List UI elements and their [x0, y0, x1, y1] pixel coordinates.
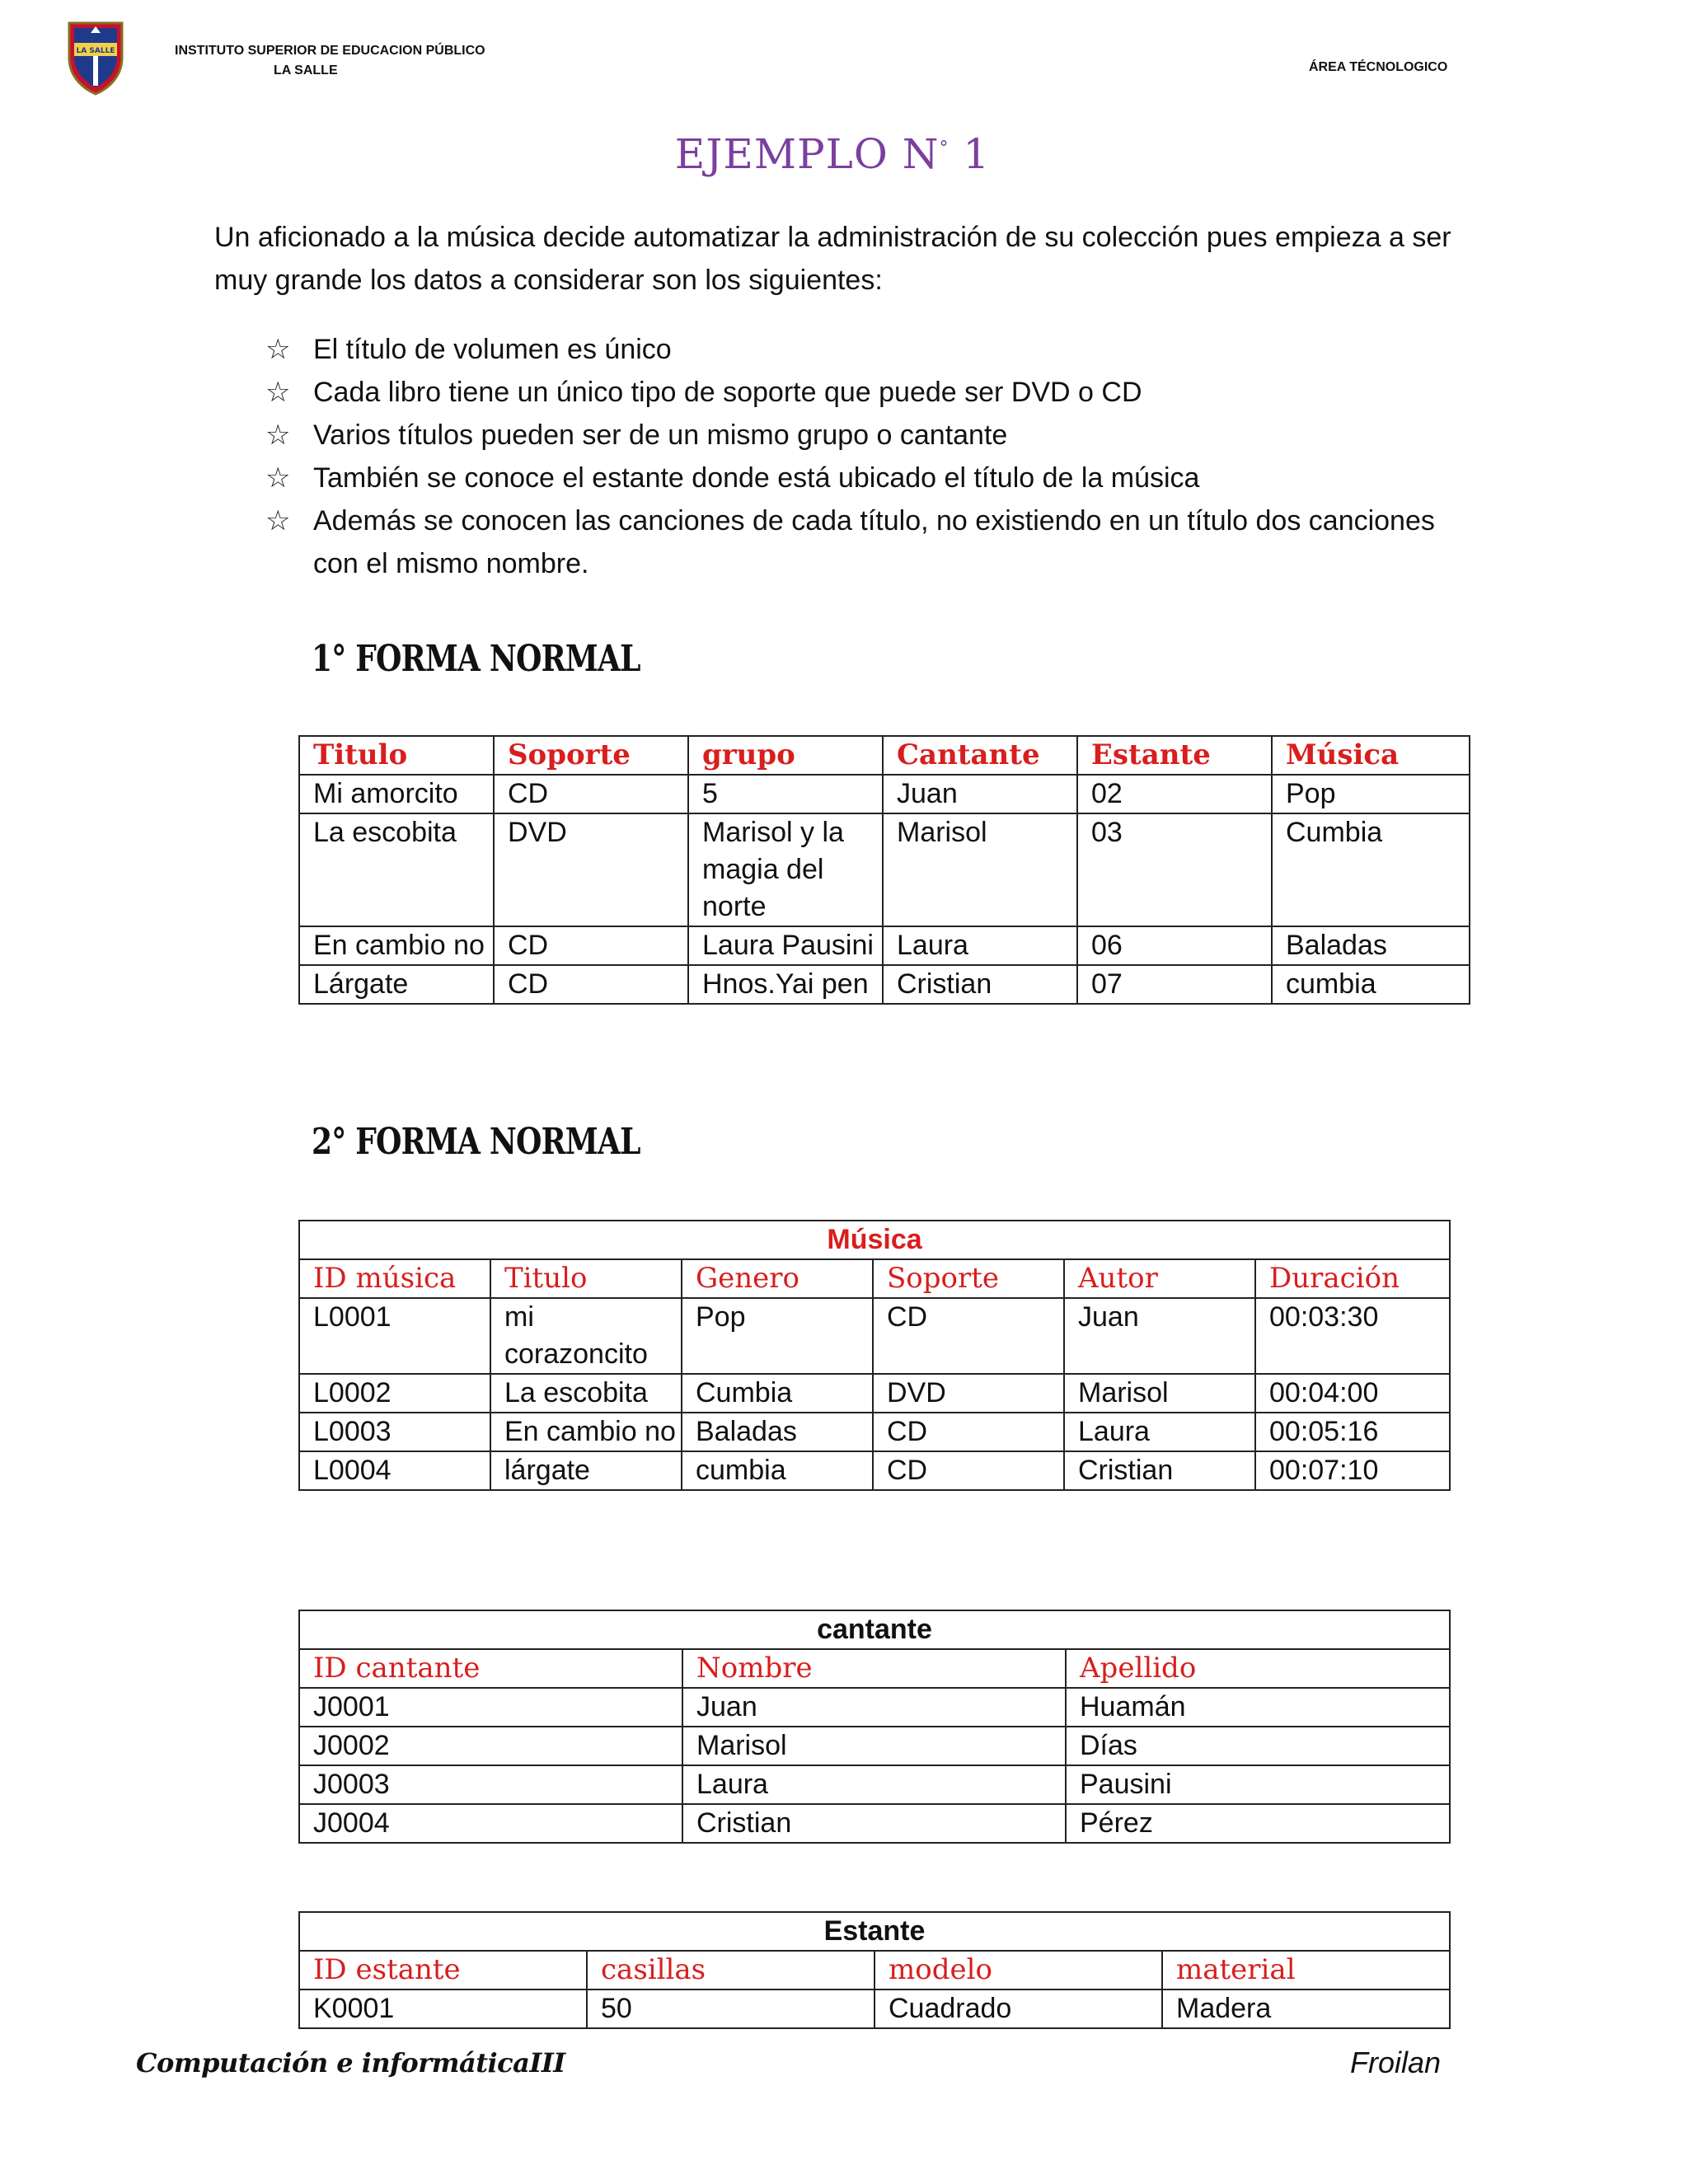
title-main: EJEMPLO N [674, 130, 940, 178]
table-cell: J0002 [299, 1727, 682, 1765]
requirements-list [265, 328, 1485, 585]
table-cell: Huamán [1066, 1688, 1450, 1727]
list-item [265, 371, 1485, 414]
table-cell: CD [494, 926, 688, 965]
list-item [265, 457, 1485, 499]
table-cell: Marisol [682, 1727, 1066, 1765]
column-header: modelo [874, 1951, 1162, 1990]
area-label: ÁREA TÉCNOLOGICO [1309, 60, 1448, 74]
footer-course: Computación e informáticaIII [136, 2047, 565, 2079]
table-caption-row [299, 1221, 1450, 1259]
column-header: ID cantante [299, 1649, 682, 1688]
table-row [299, 1804, 1450, 1843]
table-cell: Hnos.Yai pen [688, 965, 883, 1004]
table-cell: CD [873, 1298, 1064, 1374]
table-cell: Marisol [883, 813, 1077, 926]
column-header: Nombre [682, 1649, 1066, 1688]
table-estante [298, 1911, 1451, 2029]
table-row [299, 1688, 1450, 1727]
table-row [299, 1765, 1450, 1804]
column-header: ID estante [299, 1951, 587, 1990]
column-header: Soporte [873, 1259, 1064, 1298]
table-cell: Marisol [1064, 1374, 1255, 1413]
table-row [299, 1727, 1450, 1765]
section-heading-1fn: 1° FORMA NORMAL [312, 638, 640, 680]
table-cell: 06 [1077, 926, 1272, 965]
table-cell: 00:04:00 [1255, 1374, 1450, 1413]
table-caption: Música [299, 1221, 1450, 1259]
star-icon: ☆ [265, 334, 291, 365]
column-header: material [1162, 1951, 1450, 1990]
table-cell: 07 [1077, 965, 1272, 1004]
column-header: casillas [587, 1951, 874, 1990]
table-cell: DVD [873, 1374, 1064, 1413]
table-cell: Cumbia [1272, 813, 1470, 926]
table-cell: Cristian [682, 1804, 1066, 1843]
institute-line-1: INSTITUTO SUPERIOR DE EDUCACION PÚBLICO [175, 44, 485, 58]
table-cell: En cambio no [490, 1413, 682, 1451]
table-cell: cumbia [682, 1451, 873, 1490]
column-header: Genero [682, 1259, 873, 1298]
table-cell: Juan [682, 1688, 1066, 1727]
table-cell: Laura Pausini [688, 926, 883, 965]
column-header: Soporte [494, 736, 688, 775]
table-cell: 03 [1077, 813, 1272, 926]
table-cell: 00:05:16 [1255, 1413, 1450, 1451]
table-cell: Marisol y la magia del norte [688, 813, 883, 926]
table-cell: Baladas [1272, 926, 1470, 965]
list-item-text: El título de volumen es único [313, 334, 672, 365]
table-cell: CD [873, 1451, 1064, 1490]
table-cell: En cambio no [299, 926, 494, 965]
table-cell: 00:07:10 [1255, 1451, 1450, 1490]
table-caption: cantante [299, 1610, 1450, 1649]
table-cell: Pérez [1066, 1804, 1450, 1843]
star-icon: ☆ [265, 377, 291, 408]
table-row [299, 1298, 1450, 1374]
table-cell: CD [494, 965, 688, 1004]
star-icon: ☆ [265, 419, 291, 451]
title-degree: ° [939, 138, 950, 159]
table-caption-row [299, 1610, 1450, 1649]
list-item-text: Además se conocen las canciones de cada título, no existiendo en un título dos canciones con el mismo nombre. [313, 505, 1435, 579]
table-cell: DVD [494, 813, 688, 926]
column-header: Duración [1255, 1259, 1450, 1298]
table-cell: L0003 [299, 1413, 490, 1451]
table-row [299, 1374, 1450, 1413]
table-caption: Estante [299, 1912, 1450, 1951]
table-cell: 00:03:30 [1255, 1298, 1450, 1374]
table-cell: Pausini [1066, 1765, 1450, 1804]
table-row [299, 813, 1470, 926]
column-header: Apellido [1066, 1649, 1450, 1688]
table-cell: Cristian [1064, 1451, 1255, 1490]
table-cell: J0001 [299, 1688, 682, 1727]
table-cell: Días [1066, 1727, 1450, 1765]
table-cell: Pop [1272, 775, 1470, 813]
table-cell: Juan [883, 775, 1077, 813]
column-header: Titulo [299, 736, 494, 775]
footer-author: Froilan [1350, 2046, 1442, 2079]
table-cell: Cumbia [682, 1374, 873, 1413]
intro-paragraph: Un aficionado a la música decide automatizar la administración de su colección pues empieza a ser muy grande los datos a considerar son los siguientes: [214, 222, 1451, 296]
star-icon: ☆ [265, 505, 291, 537]
table-musica [298, 1220, 1451, 1491]
column-header: Cantante [883, 736, 1077, 775]
table-cell: Cuadrado [874, 1990, 1162, 2028]
table-cell: mi corazoncito [490, 1298, 682, 1374]
list-item-text: También se conoce el estante donde está ubicado el título de la música [313, 462, 1200, 494]
table-row [299, 965, 1470, 1004]
table-cell: Madera [1162, 1990, 1450, 2028]
table-cell: 50 [587, 1990, 874, 2028]
title-number: 1 [949, 130, 991, 178]
table-cell: Mi amorcito [299, 775, 494, 813]
list-item-text: Varios títulos pueden ser de un mismo grupo o cantante [313, 419, 1008, 451]
table-header-row [299, 1259, 1450, 1298]
table-cell: J0003 [299, 1765, 682, 1804]
institute-line-2: LA SALLE [274, 63, 338, 77]
table-cell: La escobita [490, 1374, 682, 1413]
table-row [299, 926, 1470, 965]
table-cell: CD [494, 775, 688, 813]
column-header: Titulo [490, 1259, 682, 1298]
column-header: Música [1272, 736, 1470, 775]
table-cell: L0004 [299, 1451, 490, 1490]
table-cell: Baladas [682, 1413, 873, 1451]
institute-name [175, 41, 504, 81]
table-cell: Laura [883, 926, 1077, 965]
star-icon: ☆ [265, 462, 291, 494]
list-item-text: Cada libro tiene un único tipo de soporte que puede ser DVD o CD [313, 377, 1142, 408]
list-item [265, 414, 1485, 457]
table-row [299, 1990, 1450, 2028]
table-cell: L0002 [299, 1374, 490, 1413]
column-header: Autor [1064, 1259, 1255, 1298]
table-cell: K0001 [299, 1990, 587, 2028]
list-item [265, 328, 1485, 371]
page-title [0, 130, 1665, 178]
table-cell: CD [873, 1413, 1064, 1451]
table-row [299, 1451, 1450, 1490]
table-cell: J0004 [299, 1804, 682, 1843]
table-cell: Lárgate [299, 965, 494, 1004]
table-cell: lárgate [490, 1451, 682, 1490]
table-cell: 02 [1077, 775, 1272, 813]
table-1fn [298, 735, 1470, 1005]
table-header-row [299, 1649, 1450, 1688]
table-cell: Pop [682, 1298, 873, 1374]
section-heading-2fn: 2° FORMA NORMAL [312, 1121, 640, 1163]
table-cantante [298, 1610, 1451, 1844]
table-cell: Laura [1064, 1413, 1255, 1451]
table-row [299, 1413, 1450, 1451]
table-cell: L0001 [299, 1298, 490, 1374]
logo-text: LA SALLE [76, 47, 115, 55]
table-cell: Juan [1064, 1298, 1255, 1374]
school-logo [66, 18, 125, 96]
table-header-row [299, 1951, 1450, 1990]
table-row [299, 775, 1470, 813]
table-cell: 5 [688, 775, 883, 813]
table-cell: cumbia [1272, 965, 1470, 1004]
table-header-row [299, 736, 1470, 775]
table-cell: La escobita [299, 813, 494, 926]
column-header: Estante [1077, 736, 1272, 775]
column-header: ID música [299, 1259, 490, 1298]
list-item [265, 499, 1485, 585]
table-caption-row [299, 1912, 1450, 1951]
column-header: grupo [688, 736, 883, 775]
table-cell: Laura [682, 1765, 1066, 1804]
table-cell: Cristian [883, 965, 1077, 1004]
